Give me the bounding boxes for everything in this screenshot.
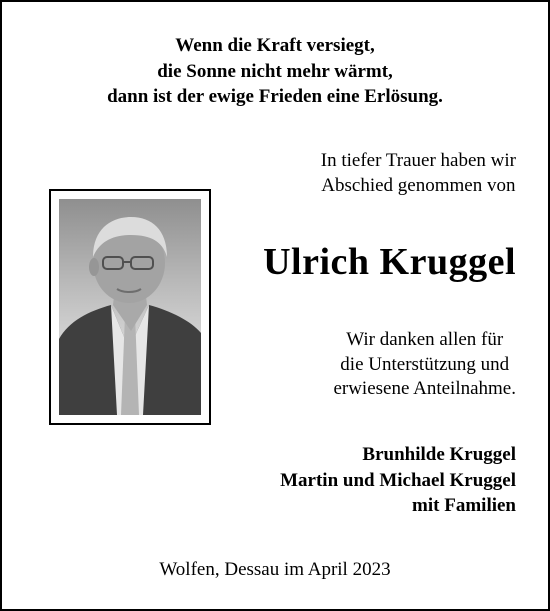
mourner-name: Brunhilde Kruggel — [362, 444, 516, 465]
verse-line-2: die Sonne nicht mehr wärmt, — [157, 60, 393, 82]
verse-line-1: Wenn die Kraft versiegt, — [175, 35, 375, 56]
thanks-line-1: Wir danken allen für — [346, 329, 504, 350]
thanks-message — [333, 328, 516, 402]
verse-line-3: dann ist der ewige Frieden eine Erlösung. — [107, 86, 443, 107]
intro-line-1: In tiefer Trauer haben wir — [320, 150, 516, 171]
intro-line-2: Abschied genommen von — [321, 175, 516, 196]
mourners-list — [280, 442, 516, 519]
portrait-illustration — [59, 199, 201, 415]
place-date-line: Wolfen, Dessau im April 2023 — [159, 559, 391, 580]
mourner-name: Martin und Michael Kruggel — [280, 469, 516, 491]
memorial-verse — [2, 33, 548, 110]
thanks-line-2: die Unterstützung und — [340, 353, 510, 375]
thanks-line-3: erwiesene Anteilnahme. — [333, 378, 516, 399]
portrait-frame — [49, 189, 211, 425]
mourner-name: mit Familien — [412, 495, 516, 516]
mourning-intro — [321, 148, 516, 198]
portrait-photo — [59, 199, 201, 415]
deceased-name: Ulrich Kruggel — [263, 241, 516, 283]
